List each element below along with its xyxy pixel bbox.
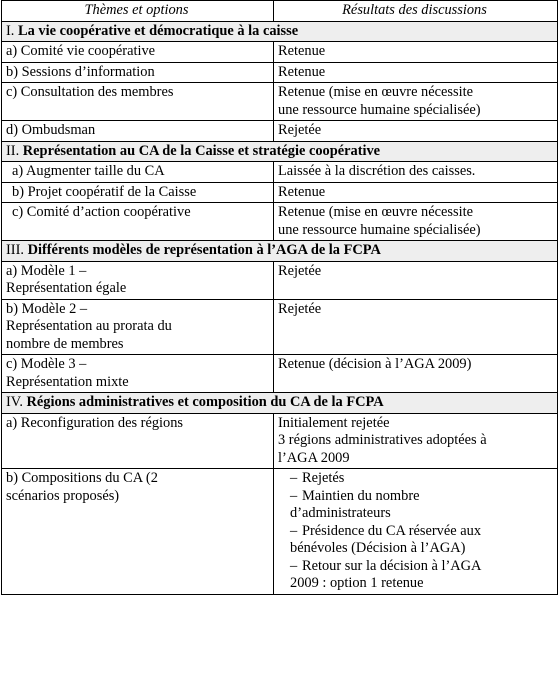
result-cell <box>274 469 558 595</box>
result-cell-line: 3 régions administratives adoptées à <box>278 432 487 448</box>
section-heading <box>2 241 558 262</box>
table-row <box>2 162 558 183</box>
dash-mark: – <box>290 557 298 574</box>
option-cell-line: b) Sessions d’information <box>6 63 155 80</box>
section-number: I. <box>6 22 18 39</box>
section-heading <box>2 393 558 414</box>
option-cell <box>2 413 274 469</box>
result-cell-line: l’AGA 2009 <box>278 449 350 466</box>
option-cell-line: a) Augmenter taille du CA <box>12 163 165 179</box>
section-row <box>2 241 558 262</box>
column-header-themes: Thèmes et options <box>2 1 274 22</box>
result-cell-line: Retenue <box>278 183 326 200</box>
section-heading <box>2 21 558 42</box>
result-cell-line: une ressource humaine spécialisée) <box>278 221 481 238</box>
dash-mark: – <box>290 470 298 486</box>
dash-mark: – <box>290 522 298 539</box>
section-row <box>2 141 558 162</box>
themes-options-table <box>1 0 558 595</box>
table-header-row <box>2 1 558 22</box>
dash-item-line: Présidence du CA réservée aux <box>302 522 482 539</box>
option-cell-line: b) Modèle 2 – <box>6 300 88 317</box>
table-row <box>2 355 558 393</box>
result-cell <box>274 203 558 241</box>
table-row <box>2 42 558 63</box>
result-cell-line: Retenue (mise en œuvre nécessite <box>278 204 473 220</box>
option-cell <box>2 121 274 142</box>
option-cell-line: b) Projet coopératif de la Caisse <box>12 183 197 200</box>
dash-list-item <box>288 488 551 523</box>
option-cell <box>2 62 274 83</box>
table-row <box>2 121 558 142</box>
result-cell <box>274 42 558 63</box>
table-row <box>2 299 558 355</box>
option-cell <box>2 42 274 63</box>
result-cell <box>274 121 558 142</box>
result-cell <box>274 83 558 121</box>
option-cell <box>2 261 274 299</box>
column-header-results: Résultats des discussions <box>274 1 558 22</box>
section-number: III. <box>6 242 28 258</box>
section-title: Représentation au CA de la Caisse et stratégie coopérative <box>22 142 381 159</box>
option-cell-line: c) Consultation des membres <box>6 84 174 100</box>
table-row <box>2 469 558 595</box>
dash-list-item <box>288 470 551 488</box>
option-cell <box>2 182 274 203</box>
result-cell-line: Retenue (décision à l’AGA 2009) <box>278 356 472 372</box>
section-heading <box>2 141 558 162</box>
result-cell <box>274 355 558 393</box>
option-cell-line: a) Modèle 1 – <box>6 262 87 279</box>
option-cell <box>2 203 274 241</box>
option-cell-line: b) Compositions du CA (2 <box>6 470 158 486</box>
table-row <box>2 261 558 299</box>
dash-item-line: 2009 : option 1 retenue <box>290 575 424 591</box>
result-cell <box>274 299 558 355</box>
option-cell-line: a) Reconfiguration des régions <box>6 414 184 431</box>
result-cell-line: Rejetée <box>278 122 322 138</box>
option-cell-line: a) Comité vie coopérative <box>6 43 156 59</box>
table-row <box>2 62 558 83</box>
result-cell-line: Rejetée <box>278 300 322 317</box>
table-row <box>2 182 558 203</box>
dash-item-line: bénévoles (Décision à l’AGA) <box>290 540 466 556</box>
dash-list-item <box>288 523 551 558</box>
result-cell <box>274 182 558 203</box>
table-row <box>2 83 558 121</box>
option-cell-line: c) Modèle 3 – <box>6 356 87 372</box>
option-cell-line: Représentation égale <box>6 280 127 296</box>
section-number: II. <box>6 142 23 159</box>
result-cell <box>274 413 558 469</box>
dash-list-item <box>288 558 551 593</box>
option-cell-line: c) Comité d’action coopérative <box>12 204 191 220</box>
option-cell-line: Représentation mixte <box>6 373 129 390</box>
section-row <box>2 21 558 42</box>
table-row <box>2 413 558 469</box>
option-cell <box>2 469 274 595</box>
option-cell-line: Représentation au prorata du <box>6 318 172 334</box>
result-cell-line: une ressource humaine spécialisée) <box>278 101 481 118</box>
section-row <box>2 393 558 414</box>
option-cell-line: scénarios proposés) <box>6 487 120 504</box>
option-cell <box>2 355 274 393</box>
table-body <box>2 21 558 594</box>
result-cell-line: Initialement rejetée <box>278 414 390 431</box>
dash-item-line: Maintien du nombre <box>302 487 420 504</box>
section-title: Régions administratives et composition du CA de la FCPA <box>26 394 384 410</box>
dash-item-line: d’administrateurs <box>290 505 391 521</box>
table-row <box>2 203 558 241</box>
option-cell <box>2 162 274 183</box>
result-cell-line: Laissée à la discrétion des caisses. <box>278 163 476 179</box>
section-title: La vie coopérative et démocratique à la caisse <box>18 22 299 39</box>
section-number: IV. <box>6 394 27 410</box>
dash-item-line: Retour sur la décision à l’AGA <box>302 557 482 574</box>
option-cell-line: nombre de membres <box>6 335 124 352</box>
result-cell-line: Retenue (mise en œuvre nécessite <box>278 84 473 100</box>
option-cell <box>2 299 274 355</box>
result-cell-line: Retenue <box>278 43 326 59</box>
dash-mark: – <box>290 487 298 504</box>
section-title: Différents modèles de représentation à l’AGA de la FCPA <box>27 242 381 258</box>
option-cell <box>2 83 274 121</box>
option-cell-line: d) Ombudsman <box>6 122 96 138</box>
dash-item-line: Rejetés <box>302 470 345 486</box>
result-cell <box>274 261 558 299</box>
result-cell <box>274 162 558 183</box>
result-cell-line: Retenue <box>278 63 326 80</box>
result-cell-line: Rejetée <box>278 262 322 279</box>
result-cell <box>274 62 558 83</box>
